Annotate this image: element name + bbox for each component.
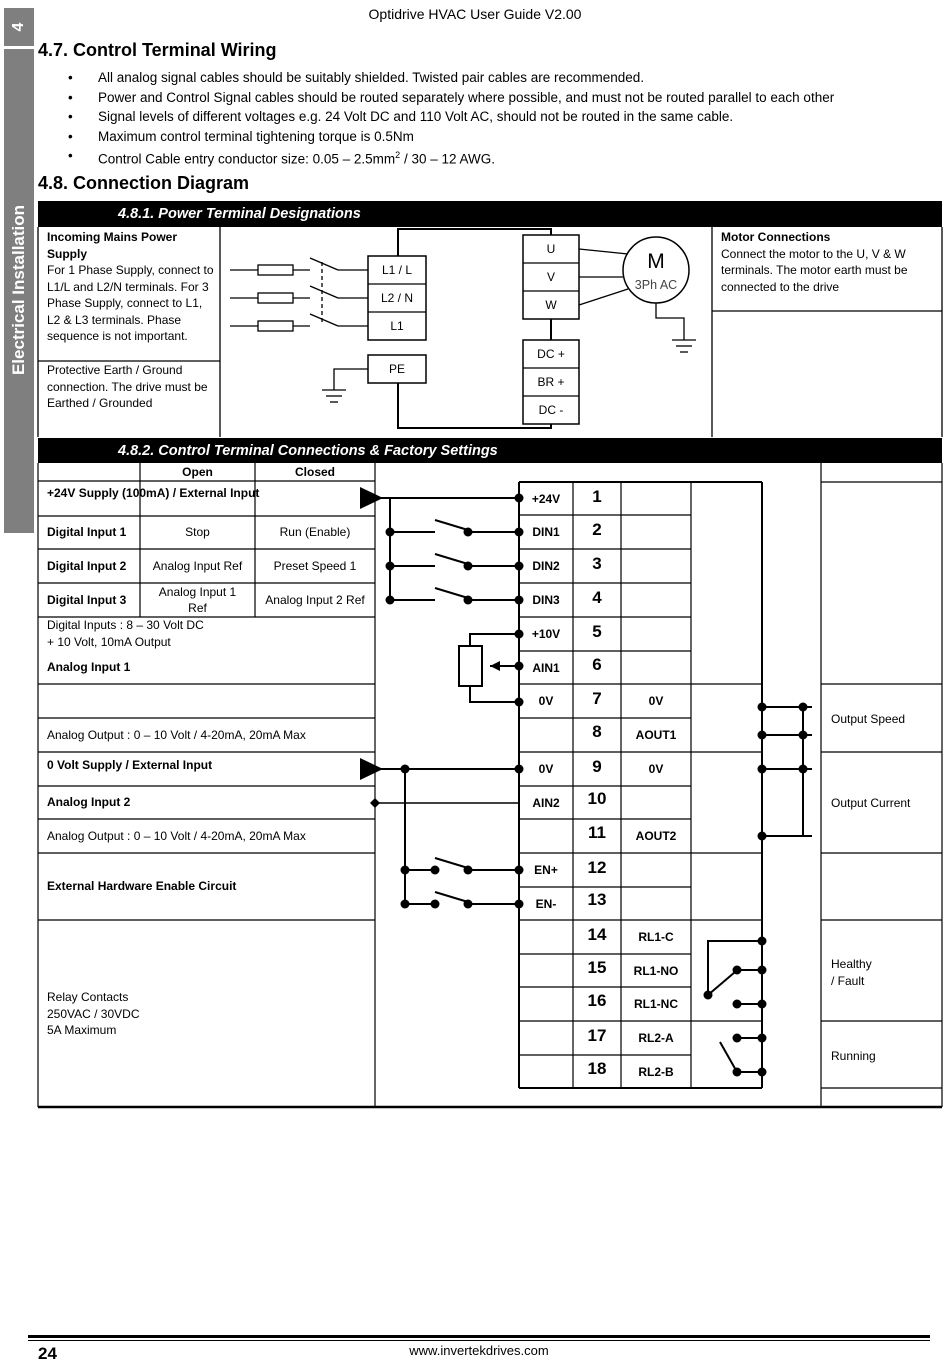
din2-open-value: Analog Input Ref (152, 558, 243, 573)
terminal-number: 4 (592, 588, 602, 607)
terminal-number: 3 (592, 554, 602, 573)
output-label: 0V (648, 762, 664, 776)
footer-rule (28, 1335, 930, 1338)
din2-closed-value: Preset Speed 1 (273, 558, 357, 573)
bullet-item: • Power and Control Signal cables should be routed separately where possible, and must not be routed parallel to each other (68, 88, 834, 108)
terminal-dc-minus: DC - (538, 403, 564, 417)
din1-closed-value: Run (Enable) (279, 525, 351, 540)
label-enable-circuit: External Hardware Enable Circuit (47, 879, 237, 894)
terminal-label: AIN2 (532, 795, 560, 810)
terminal-number: 9 (592, 757, 602, 776)
terminal-label: +10V (531, 627, 561, 641)
terminal-number: 5 (592, 622, 602, 641)
terminal-u: U (546, 242, 556, 256)
column-open: Open (182, 464, 213, 479)
label-healthy-fault: Healthy / Fault (831, 957, 872, 988)
terminal-number: 8 (592, 722, 602, 741)
bullet-item: • Control Cable entry conductor size: $0.05 - 2.5mm^2 / 30 - 12$ AWG. (68, 146, 834, 166)
din1-open-value: Stop (185, 525, 210, 540)
terminal-l1-l: L1 / L (381, 263, 413, 277)
chapter-number: 4 (10, 22, 27, 32)
label-digital-input-3: Digital Input 3 (47, 592, 127, 607)
terminal-number: 16 (587, 991, 607, 1010)
output-label: RL1-NO (633, 963, 679, 978)
chapter-label: Electrical Installation (9, 204, 28, 376)
terminal-label: 0V (538, 762, 554, 776)
terminal-number: 12 (587, 858, 607, 877)
relay-contacts-label: Relay Contacts 250VAC / 30VDC 5A Maximum (47, 990, 140, 1037)
output-label: 0V (648, 694, 664, 708)
output-label: RL2-B (638, 1064, 674, 1079)
section-title-connection-diagram: 4.8. Connection Diagram (38, 173, 250, 193)
terminal-number: 2 (592, 520, 602, 539)
terminal-pe: PE (388, 362, 405, 376)
din3-closed-value: Analog Input 2 Ref (265, 592, 365, 607)
label-0v-supply: 0 Volt Supply / External Input (47, 758, 213, 772)
column-closed: Closed (294, 464, 335, 479)
terminal-number: 18 (587, 1058, 607, 1078)
terminal-label: EN- (535, 896, 557, 911)
terminal-number: 6 (592, 655, 602, 674)
motor-symbol-type: 3Ph AC (634, 278, 678, 292)
control-terminal-heading: 4.8.2. Control Terminal Connections & Factory Settings (38, 438, 942, 463)
label-analog-input-1: Analog Input 1 (47, 660, 131, 675)
terminal-number: 1 (592, 487, 602, 506)
earth-description: Protective Earth / Ground connection. The drive must be Earthed / Grounded (47, 363, 208, 410)
label-output-current: Output Current (831, 796, 911, 810)
mains-description: Incoming Mains Power Supply For 1 Phase Supply, connect to L1/L and L2/N terminals. For 3 Phase Supply, connect to L1, L2 & L3 terminals. Phase sequence is not important. (47, 230, 214, 343)
terminal-label: DIN1 (532, 525, 560, 539)
terminal-number: 11 (588, 822, 606, 842)
bullet-item: • All analog signal cables should be suitably shielded. Twisted pair cables are recommended. (68, 68, 834, 88)
bullet-item: • Maximum control terminal tightening torque is 0.5Nm (68, 127, 834, 147)
terminal-number: 10 (587, 788, 607, 808)
digital-input-note: Digital Inputs : 8 – 30 Volt DC + 10 Volt, 10mA Output (47, 618, 204, 649)
label-24v-supply: +24V Supply (100mA) / External Input (47, 486, 260, 500)
page-header: Optidrive HVAC User Guide V2.00 (368, 6, 582, 22)
label-digital-input-1: Digital Input 1 (47, 525, 127, 540)
terminal-l2-n: L2 / N (380, 291, 413, 305)
bullet-item: • Signal levels of different voltages e.g. 24 Volt DC and 110 Volt AC, should not be routed in the same cable. (68, 107, 834, 127)
footer-rule-thin (28, 1340, 930, 1341)
section-title-control-wiring: 4.7. Control Terminal Wiring (38, 40, 277, 60)
terminal-label: AIN1 (532, 660, 560, 675)
output-label: RL1-NC (634, 997, 678, 1011)
label-running: Running (831, 1049, 876, 1063)
terminal-number: 7 (592, 689, 602, 708)
terminal-label: DIN3 (532, 593, 560, 607)
din3-open-value: Analog Input 1 Ref (158, 584, 237, 615)
terminal-label: DIN2 (532, 559, 560, 573)
output-label: AOUT2 (635, 829, 677, 843)
footer-url: www.invertekdrives.com (409, 1343, 549, 1358)
terminal-dc-plus: DC + (537, 347, 565, 361)
terminal-label: +24V (531, 491, 561, 506)
output-label: RL2-A (638, 1031, 674, 1045)
output-label: RL1-C (638, 930, 674, 944)
terminal-number: 17 (587, 1026, 607, 1045)
terminal-number: 14 (587, 925, 607, 944)
motor-symbol-m: M (647, 250, 665, 273)
label-analog-output-1: Analog Output : 0 – 10 Volt / 4-20mA, 20mA Max (47, 727, 306, 742)
terminal-l1: L1 (390, 319, 404, 333)
terminal-v: V (546, 270, 555, 284)
terminal-label: EN+ (534, 863, 558, 877)
motor-description: Motor Connections Connect the motor to the U, V & W terminals. The motor earth must be connected to the drive (721, 230, 908, 294)
label-analog-input-2: Analog Input 2 (47, 795, 131, 810)
terminal-label: 0V (538, 694, 554, 708)
terminal-number: 15 (587, 958, 607, 977)
label-analog-output-2: Analog Output : 0 – 10 Volt / 4-20mA, 20mA Max (47, 828, 306, 843)
terminal-number: 13 (587, 890, 607, 909)
power-terminal-heading: 4.8.1. Power Terminal Designations (38, 201, 942, 227)
label-digital-input-2: Digital Input 2 (47, 558, 127, 573)
label-output-speed: Output Speed (831, 712, 906, 726)
terminal-w: W (545, 298, 557, 312)
page-number: 24 (38, 1344, 57, 1363)
output-label: AOUT1 (635, 728, 677, 742)
terminal-br-plus: BR + (537, 375, 565, 389)
